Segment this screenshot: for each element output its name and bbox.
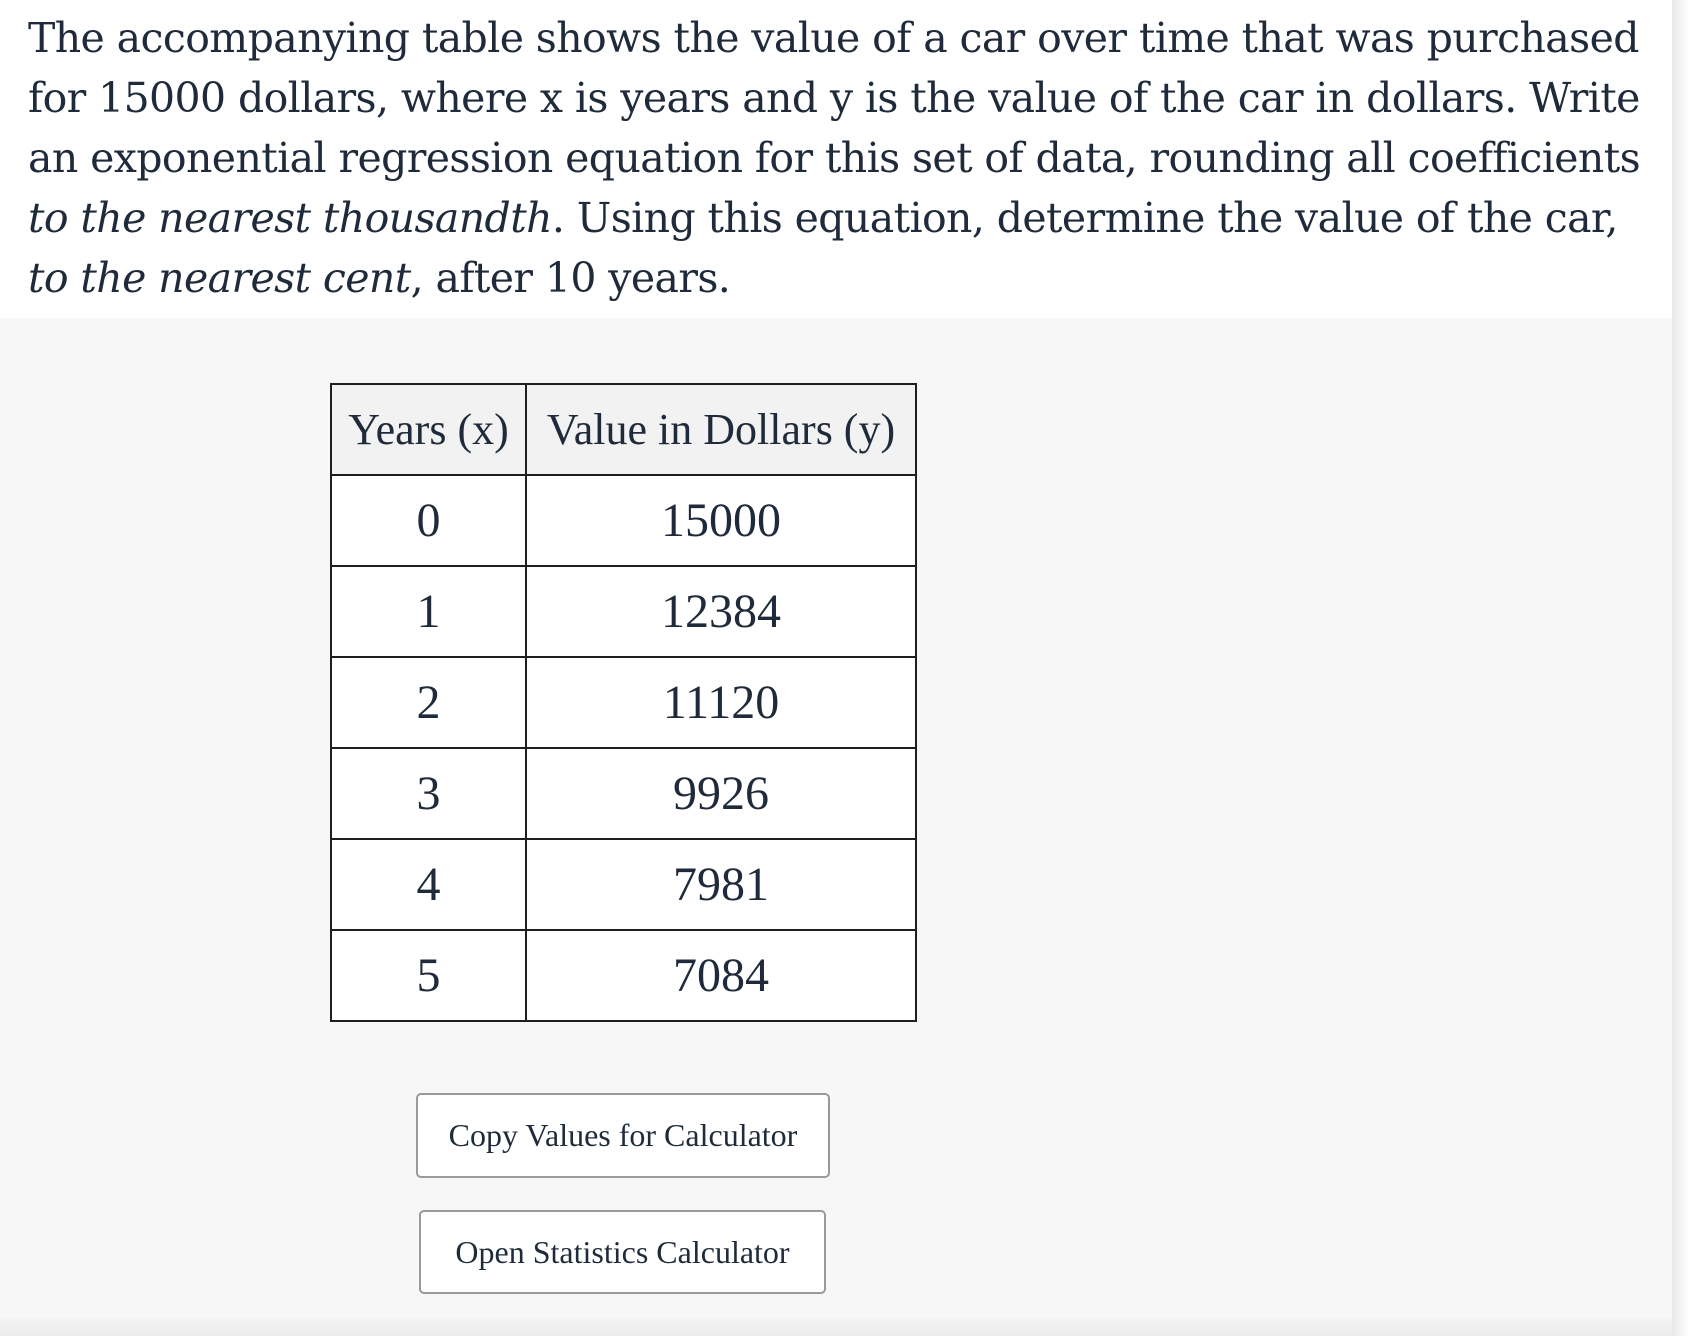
cell-years: 2 [331, 657, 526, 748]
table-row [331, 566, 916, 657]
question-part-2: . Using this equation, determine the value of the car, [551, 194, 1618, 242]
cell-value: 15000 [526, 475, 916, 566]
table-row [331, 839, 916, 930]
cell-value: 11120 [526, 657, 916, 748]
header-years: Years (x) [331, 384, 526, 475]
table-row [331, 475, 916, 566]
open-statistics-calculator-button[interactable]: Open Statistics Calculator [419, 1210, 826, 1294]
cell-years: 4 [331, 839, 526, 930]
cell-years: 1 [331, 566, 526, 657]
cell-value: 7084 [526, 930, 916, 1021]
data-table [330, 383, 917, 1022]
header-value: Value in Dollars (y) [526, 384, 916, 475]
question-part-3: , after 10 years. [410, 254, 731, 302]
question-emphasis-cent: to the nearest cent [28, 254, 411, 302]
cell-years: 3 [331, 748, 526, 839]
table-row [331, 930, 916, 1021]
table-row [331, 748, 916, 839]
cell-value: 9926 [526, 748, 916, 839]
copy-values-button[interactable]: Copy Values for Calculator [416, 1093, 830, 1178]
question-text [28, 8, 1648, 308]
question-emphasis-thousandth: to the nearest thousandth [28, 194, 552, 242]
table-row [331, 657, 916, 748]
bottom-edge [0, 1318, 1672, 1336]
cell-value: 7981 [526, 839, 916, 930]
cell-years: 0 [331, 475, 526, 566]
table-header-row [331, 384, 916, 475]
cell-years: 5 [331, 930, 526, 1021]
cell-value: 12384 [526, 566, 916, 657]
scrollbar-edge [1672, 0, 1688, 1336]
question-part-1: The accompanying table shows the value of a car over time that was purchased for 15000 dollars, where x is years and y is the value of the car in dollars. Write an exponential regression equation for this set of data, rounding all coefficients [28, 14, 1641, 182]
